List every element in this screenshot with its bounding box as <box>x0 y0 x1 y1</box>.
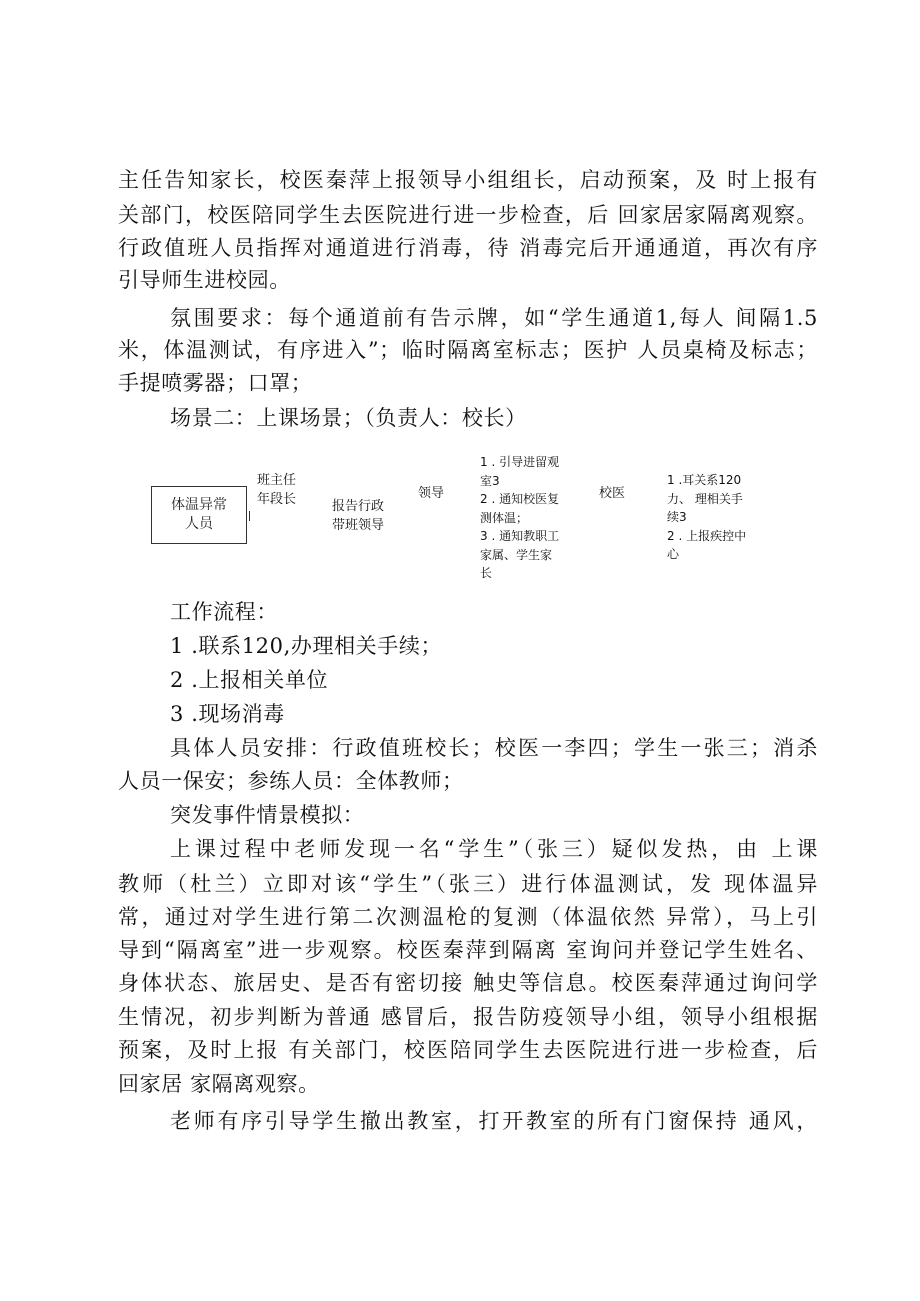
simulation-line-1: 上课过程中老师发现一名“学生”（张三）疑似发热，由 上课 <box>170 837 818 861</box>
connector-mark <box>249 511 250 521</box>
personnel-line-1: 具体人员安排：行政值班校长；校医一李四；学生一张三；消杀 <box>170 736 818 760</box>
workflow-item-3: 3 .现场消毒 <box>170 702 285 726</box>
node-teacher-line-2: 年段长 <box>257 492 297 507</box>
node-actions-line-5: 心 <box>667 547 680 561</box>
node-teacher <box>257 471 296 509</box>
intro-line-2: 关部门，校医陪同学生去医院进行进一步检查，后 回家居家隔离观察。 <box>118 203 818 227</box>
simulation-line-6: 生情况，初步判断为普通 感冒后，报告防疫领导小组，领导小组根据 <box>118 1005 818 1029</box>
workflow-item-1: 1 .联系120,办理相关手续； <box>170 634 443 658</box>
node-doctor: 校医 <box>599 486 626 501</box>
node-steps-line-1: 1 . 引导进留观 <box>480 455 560 469</box>
node-steps-line-3: 2 . 通知校医复 <box>480 492 560 506</box>
node-steps-line-6: 家属、学生家 <box>480 547 553 562</box>
simulation-title: 突发事件情景模拟： <box>170 803 365 827</box>
node-steps-line-4: 测体温； <box>480 510 529 525</box>
node-steps-line-7: 长 <box>480 566 493 580</box>
node-report-line-2: 带班领导 <box>332 518 385 533</box>
last-line: 老师有序引导学生撤出教室，打开教室的所有门窗保持 通风， <box>170 1109 818 1133</box>
node-actions <box>667 471 746 564</box>
workflow-title: 工作流程： <box>170 600 278 624</box>
node-leader: 领导 <box>418 486 445 501</box>
personnel-line-2: 人员一保安；参练人员：全体教师； <box>118 769 464 793</box>
flowchart-start-box <box>151 486 247 544</box>
workflow-item-2: 2 .上报相关单位 <box>170 668 329 692</box>
node-report-line-1: 报告行政 <box>332 499 385 514</box>
atmosphere-line-1: 氛围要求：每个通道前有告示牌，如“学生通道1,每人 间隔1.5 <box>170 306 818 330</box>
node-steps <box>480 453 559 583</box>
simulation-line-5: 身体状态、旅居史、是否有密切接 触史等信息。校医秦萍通过询问学 <box>118 971 818 995</box>
intro-line-1: 主任告知家长，校医秦萍上报领导小组组长，启动预案，及 时上报有 <box>118 168 818 192</box>
scene-heading: 场景二：上课场景；（负责人：校长） <box>170 406 527 430</box>
simulation-line-7: 预案，及时上报 有关部门，校医陪同学生去医院进行进一步检查，后 <box>118 1038 818 1062</box>
simulation-line-3: 常，通过对学生进行第二次测温枪的复测（体温依然 异常），马上引 <box>118 905 818 929</box>
box-line-2: 人员 <box>185 516 213 532</box>
node-actions-line-2: 力、 理相关手 <box>667 491 743 506</box>
simulation-line-4: 导到“隔离室”进一步观察。校医秦萍到隔离 室询问并登记学生姓名、 <box>118 938 818 962</box>
node-teacher-line-1: 班主任 <box>257 473 297 488</box>
node-actions-line-3: 续3 <box>667 510 687 524</box>
intro-line-3: 行政值班人员指挥对通道进行消毒，待 消毒完后开通通道，再次有序 <box>118 236 818 260</box>
intro-line-4: 引导师生进校园。 <box>118 268 291 292</box>
node-actions-line-4: 2 . 上报疾控中 <box>667 528 747 543</box>
node-steps-line-5: 3 . 通知教职工 <box>480 529 560 543</box>
node-actions-line-1: 1 .耳关系120 <box>667 473 742 487</box>
atmosphere-line-3: 手提喷雾器；口罩； <box>118 371 313 395</box>
simulation-line-8: 回家居 家隔离观察。 <box>118 1072 320 1096</box>
node-report <box>332 497 384 535</box>
node-steps-line-2: 室3 <box>480 473 500 488</box>
atmosphere-line-2: 米，体温测试，有序进入”；临时隔离室标志；医护 人员桌椅及标志； <box>118 338 818 362</box>
simulation-line-2: 教师（杜兰）立即对该“学生”（张三）进行体温测试，发 现体温异 <box>118 872 818 896</box>
box-line-1: 体温异常 <box>171 497 227 513</box>
